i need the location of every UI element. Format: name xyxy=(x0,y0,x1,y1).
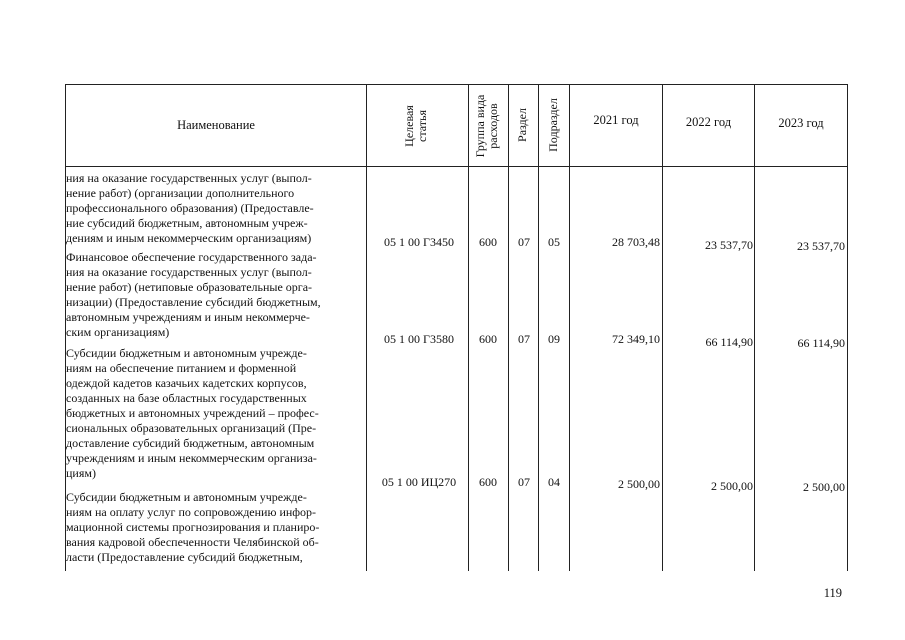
table-right-border xyxy=(847,84,848,571)
description-line: ния на оказание государственных услуг (выпол- xyxy=(66,265,312,279)
col-divider xyxy=(754,84,755,571)
row-expense-group: 600 xyxy=(479,235,497,249)
header-expense-group xyxy=(474,87,502,165)
description-line: Финансовое обеспечение государственного зада- xyxy=(66,250,317,264)
header-target-article xyxy=(403,81,431,171)
row-subsection: 04 xyxy=(548,475,560,489)
col-divider xyxy=(538,84,539,571)
row-amount-2023: 2 500,00 xyxy=(803,480,845,494)
description-line: Субсидии бюджетным и автономным учрежде- xyxy=(66,346,307,360)
row-amount-2022: 66 114,90 xyxy=(705,335,753,349)
header-target-article-line2: статья xyxy=(415,110,429,142)
col-divider xyxy=(366,84,367,571)
row-amount-2021: 28 703,48 xyxy=(612,235,660,249)
row-amount-2022: 23 537,70 xyxy=(705,238,753,252)
table-row-description xyxy=(66,490,364,565)
description-line: ние субсидий бюджетным, автономным учреж- xyxy=(66,216,308,230)
description-line: ния на оказание государственных услуг (выпол- xyxy=(66,171,312,185)
col-divider xyxy=(468,84,469,571)
description-line: вания кадровой обеспеченности Челябинской об- xyxy=(66,535,319,549)
row-expense-group: 600 xyxy=(479,332,497,346)
description-line: ским организациям) xyxy=(66,325,170,339)
col-divider xyxy=(569,84,570,571)
row-amount-2021: 2 500,00 xyxy=(618,477,660,491)
row-subsection: 09 xyxy=(548,332,560,346)
description-line: созданных на базе областных государственных xyxy=(66,391,307,405)
description-line: бюджетных и автономных учреждений – профес- xyxy=(66,406,319,420)
row-subsection: 05 xyxy=(548,235,560,249)
row-expense-group: 600 xyxy=(479,475,497,489)
description-line: нение работ) (нетиповые образовательные орга- xyxy=(66,280,313,294)
description-line: нение работ) (организации дополнительного xyxy=(66,186,295,200)
row-section: 07 xyxy=(518,332,530,346)
description-line: дениям и иным некоммерческим организациям) xyxy=(66,231,312,245)
header-year-2021: 2021 год xyxy=(593,113,639,127)
page-number: 119 xyxy=(823,586,842,600)
header-target-article-line1: Целевая xyxy=(402,105,416,147)
col-divider xyxy=(508,84,509,571)
description-line: ласти (Предоставление субсидий бюджетным, xyxy=(66,550,303,564)
header-expense-group-line1: Группа вида xyxy=(473,94,487,158)
description-line: мационной системы прогнозирования и планиро- xyxy=(66,520,320,534)
table-row-description xyxy=(66,250,364,340)
description-line: циям) xyxy=(66,466,96,480)
row-amount-2023: 66 114,90 xyxy=(797,336,845,350)
col-divider xyxy=(662,84,663,571)
row-amount-2022: 2 500,00 xyxy=(711,479,753,493)
header-name: Наименование xyxy=(177,118,255,132)
row-target-article: 05 1 00 Г3450 xyxy=(384,235,454,249)
row-target-article: 05 1 00 Г3580 xyxy=(384,332,454,346)
description-line: ниям на обеспечение питанием и форменной xyxy=(66,361,297,375)
row-section: 07 xyxy=(518,235,530,249)
description-line: автономным учреждениям и иным некоммерче- xyxy=(66,310,310,324)
description-line: низации) (Предоставление субсидий бюджетным, xyxy=(66,295,321,309)
description-line: доставление субсидий бюджетным, автономным xyxy=(66,436,315,450)
description-line: Субсидии бюджетным и автономным учрежде- xyxy=(66,490,307,504)
header-section: Раздел xyxy=(515,108,529,142)
description-line: одеждой кадетов казачьих кадетских корпусов, xyxy=(66,376,307,390)
header-subsection: Подраздел xyxy=(546,98,560,152)
table-row-description xyxy=(66,346,364,481)
description-line: учреждениям и иным некоммерческим организа- xyxy=(66,451,317,465)
description-line: сиональных образовательных организаций (Пре- xyxy=(66,421,317,435)
description-line: ниям на оплату услуг по сопровождению инфор- xyxy=(66,505,317,519)
description-line: профессионального образования) (Предоставле- xyxy=(66,201,314,215)
header-year-2023: 2023 год xyxy=(778,116,824,130)
row-amount-2023: 23 537,70 xyxy=(797,239,845,253)
row-amount-2021: 72 349,10 xyxy=(612,332,660,346)
header-expense-group-line2: расходов xyxy=(486,103,500,149)
row-section: 07 xyxy=(518,475,530,489)
table-row-description xyxy=(66,171,364,246)
header-year-2022: 2022 год xyxy=(685,115,732,129)
table-top-border xyxy=(65,84,848,85)
row-target-article: 05 1 00 ИЦ270 xyxy=(381,475,457,489)
header-bottom-border xyxy=(65,166,848,167)
